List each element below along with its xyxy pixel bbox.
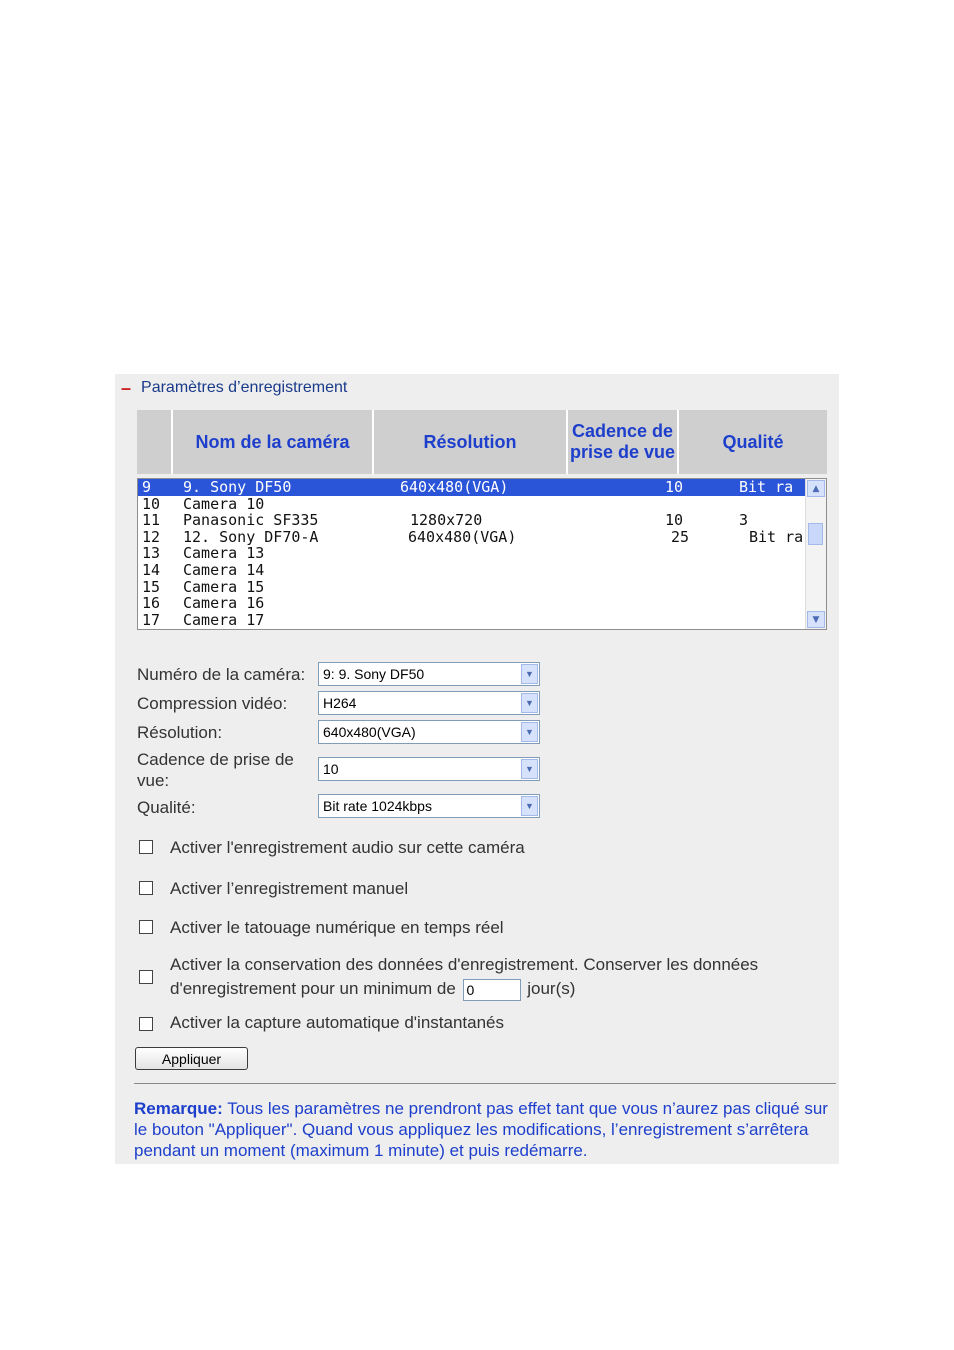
resolution-select[interactable]	[318, 720, 540, 744]
frame-rate-value: 10	[323, 761, 339, 777]
retention-label	[170, 953, 758, 1001]
list-item[interactable]	[138, 512, 805, 529]
snapshot-checkbox[interactable]	[139, 1017, 153, 1031]
retention-label-prefix: d'enregistrement pour un minimum de	[170, 979, 456, 998]
header-quality[interactable]: Qualité	[722, 431, 784, 452]
row-camera-name: 9. Sony DF50	[183, 479, 292, 496]
row-frame-rate: 25	[671, 527, 690, 546]
row-camera-name: Camera 16	[183, 594, 265, 613]
frame-rate-label-line2: vue:	[137, 771, 170, 790]
row-number: 16	[142, 594, 161, 613]
chevron-down-icon[interactable]: ▼	[521, 693, 538, 713]
remark-label: Remarque:	[134, 1099, 223, 1118]
section-title: Paramètres d’enregistrement	[141, 379, 348, 396]
chevron-down-icon[interactable]: ▼	[521, 759, 538, 779]
camera-listbox[interactable]	[137, 478, 827, 630]
row-resolution: 640x480(VGA)	[408, 527, 517, 546]
remark-note	[134, 1098, 836, 1161]
recording-settings-panel	[115, 374, 839, 1164]
list-item[interactable]	[138, 529, 805, 546]
list-item[interactable]	[138, 579, 805, 596]
camera-list-rows	[138, 479, 805, 629]
row-number: 9	[142, 479, 152, 496]
chevron-down-icon[interactable]: ▼	[521, 664, 538, 684]
header-camera-name[interactable]: Nom de la caméra	[173, 410, 374, 474]
row-camera-name: Camera 17	[183, 610, 265, 629]
manual-recording-label: Activer l’enregistrement manuel	[170, 879, 409, 898]
row-frame-rate: 10	[665, 511, 684, 530]
row-camera-name: Camera 14	[183, 560, 265, 579]
retention-days-input[interactable]: 0	[463, 979, 521, 1001]
row-number: 10	[142, 494, 161, 513]
row-resolution: 640x480(VGA)	[400, 479, 509, 496]
listbox-scrollbar[interactable]	[805, 479, 826, 629]
divider	[134, 1083, 836, 1084]
list-item[interactable]	[138, 496, 805, 513]
list-item-selected[interactable]	[138, 479, 805, 496]
scroll-up-icon[interactable]: ▲	[807, 480, 825, 497]
list-item[interactable]	[138, 595, 805, 612]
section-header[interactable]	[121, 376, 347, 400]
row-quality: 3	[739, 511, 749, 530]
audio-recording-checkbox[interactable]	[139, 840, 153, 854]
resolution-value: 640x480(VGA)	[323, 724, 416, 740]
camera-number-label: Numéro de la caméra:	[137, 665, 306, 684]
row-number: 11	[142, 511, 161, 530]
chevron-down-icon[interactable]: ▼	[521, 722, 538, 742]
watermark-label: Activer le tatouage numérique en temps réel	[170, 918, 504, 937]
row-quality: Bit ra	[739, 479, 794, 496]
row-camera-name: Panasonic SF335	[183, 511, 319, 530]
row-number: 12	[142, 527, 161, 546]
snapshot-label: Activer la capture automatique d'instantanés	[170, 1013, 504, 1032]
scroll-thumb[interactable]	[808, 523, 823, 545]
camera-table-header	[137, 410, 827, 474]
row-number: 13	[142, 544, 161, 563]
list-item[interactable]	[138, 545, 805, 562]
scroll-down-icon[interactable]: ▼	[807, 611, 825, 628]
compression-select[interactable]	[318, 691, 540, 715]
quality-label: Qualité:	[137, 798, 196, 817]
resolution-label: Résolution:	[137, 723, 223, 742]
compression-value: H264	[323, 695, 357, 711]
row-camera-name: Camera 13	[183, 544, 265, 563]
remark-text: Tous les paramètres ne prendront pas effet tant que vous n’aurez pas cliqué sur le bouton "Appliquer". Quand vous appliquez les modifications, l’enregistrement s’arrêtera pendant un moment (maximum 1 minute) et puis redémarre.	[134, 1099, 828, 1160]
frame-rate-label	[137, 749, 294, 791]
frame-rate-label-line1: Cadence de prise de	[137, 750, 294, 769]
row-resolution: 1280x720	[410, 511, 483, 530]
header-resolution[interactable]: Résolution	[374, 410, 568, 474]
retention-label-line1: Activer la conservation des données d'enregistrement. Conserver les données	[170, 955, 759, 974]
retention-label-line2	[170, 977, 758, 1001]
camera-number-value: 9: 9. Sony DF50	[323, 666, 425, 682]
manual-recording-checkbox[interactable]	[139, 881, 153, 895]
chevron-down-icon[interactable]: ▼	[521, 796, 538, 816]
row-number: 15	[142, 577, 161, 596]
list-item[interactable]	[138, 562, 805, 579]
row-camera-name: Camera 10	[183, 494, 265, 513]
header-number	[137, 410, 173, 474]
row-number: 14	[142, 560, 161, 579]
watermark-checkbox[interactable]	[139, 920, 153, 934]
row-frame-rate: 10	[665, 479, 684, 496]
audio-recording-label: Activer l'enregistrement audio sur cette caméra	[170, 838, 525, 857]
row-quality: Bit ra	[749, 527, 804, 546]
compression-label: Compression vidéo:	[137, 694, 288, 713]
collapse-icon[interactable]: –	[121, 377, 132, 398]
retention-checkbox[interactable]	[139, 970, 153, 984]
retention-days-suffix: jour(s)	[527, 979, 576, 998]
frame-rate-select[interactable]	[318, 757, 540, 781]
row-camera-name: 12. Sony DF70-A	[183, 527, 319, 546]
list-item[interactable]	[138, 612, 805, 629]
row-camera-name: Camera 15	[183, 577, 265, 596]
apply-button[interactable]: Appliquer	[135, 1047, 248, 1070]
row-number: 17	[142, 610, 161, 629]
quality-value: Bit rate 1024kbps	[323, 798, 432, 814]
quality-select[interactable]	[318, 794, 540, 818]
header-frame-rate[interactable]: Cadence de prise de vue	[568, 410, 679, 474]
camera-number-select[interactable]	[318, 662, 540, 686]
